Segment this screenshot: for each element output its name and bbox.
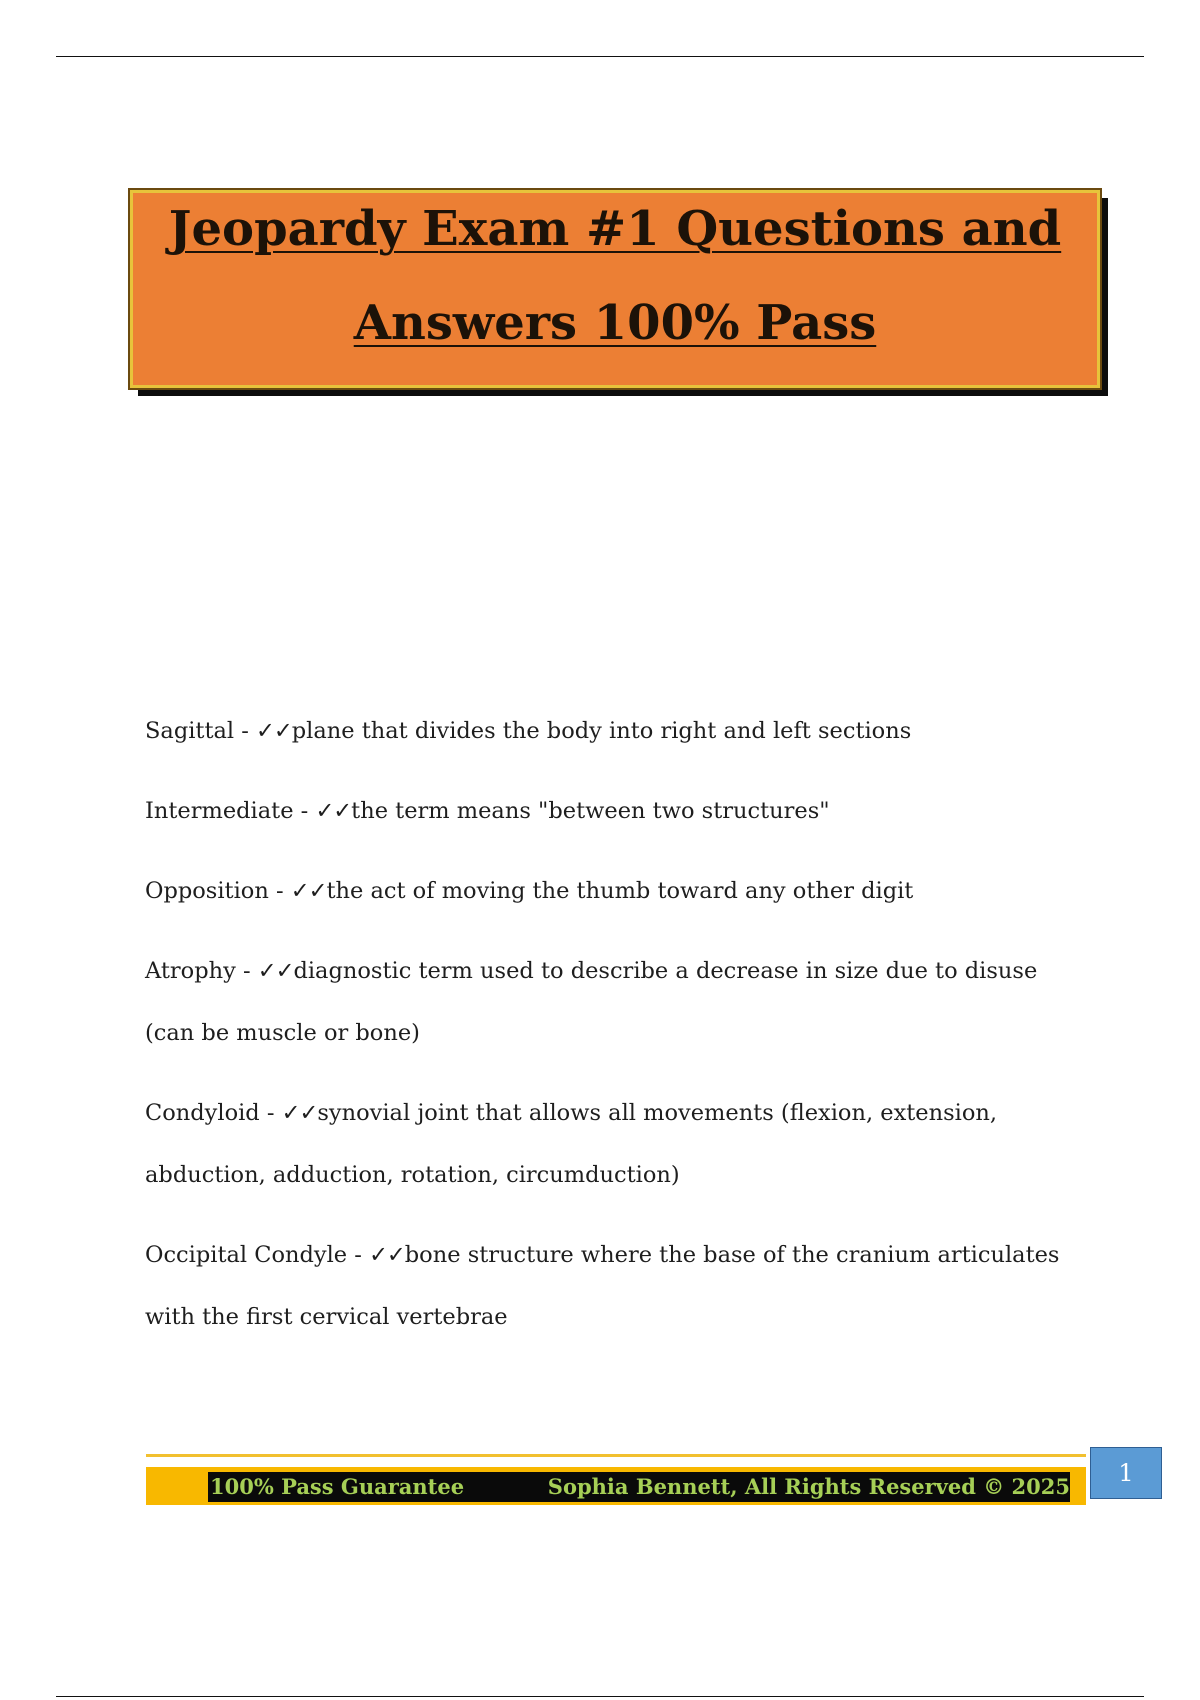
entry-term: Occipital Condyle [145,1242,348,1268]
entry-separator: - [347,1242,370,1268]
footer-guarantee-text: 100% Pass Guarantee [210,1474,465,1499]
entry-term: Sagittal [145,718,235,744]
entry-definition: diagnostic term used to describe a decrease in size due to disuse (can be muscle or bone) [145,958,1038,1046]
title-text-2: Answers 100% Pass [353,295,877,351]
qa-entry [145,860,1085,922]
double-check-icon: ✓✓ [369,1242,405,1268]
title-line-1 [133,201,1097,257]
qa-entry [145,1082,1085,1206]
entry-definition: synovial joint that allows all movements (flexion, extension, abduction, adduction, rotation, circumduction) [145,1100,998,1188]
entry-term: Intermediate [145,798,294,824]
double-check-icon: ✓✓ [315,798,352,824]
double-check-icon: ✓✓ [290,878,327,904]
entry-separator: - [235,958,258,984]
entry-definition: plane that divides the body into right and left sections [291,718,912,744]
top-rule [56,56,1144,57]
entry-definition: bone structure where the base of the cranium articulates with the first cervical vertebrae [145,1242,1060,1330]
entry-term: Opposition [145,878,269,904]
double-check-icon: ✓✓ [256,718,292,744]
double-check-icon: ✓✓ [281,1100,318,1126]
entry-separator: - [268,878,291,904]
entry-separator: - [293,798,316,824]
footer-accent-line [146,1454,1086,1457]
qa-entry [145,780,1085,842]
entry-separator: - [259,1100,282,1126]
title-banner [130,190,1100,388]
entry-term: Atrophy [145,958,236,984]
qa-list [145,700,1085,1366]
footer-copyright-text: Sophia Bennett, All Rights Reserved © 2025 [547,1474,1070,1499]
qa-entry [145,940,1085,1064]
entry-term: Condyloid [145,1100,260,1126]
double-check-icon: ✓✓ [257,958,294,984]
page-number: 1 [1090,1447,1162,1499]
entry-definition: the act of moving the thumb toward any other digit [326,878,914,904]
qa-entry [145,700,1085,762]
bottom-rule [56,1696,1144,1697]
entry-separator: - [234,718,257,744]
qa-entry [145,1224,1085,1348]
entry-definition: the term means "between two structures" [351,798,830,824]
title-text-1: Jeopardy Exam #1 Questions and [168,201,1062,257]
title-line-2 [133,295,1097,351]
